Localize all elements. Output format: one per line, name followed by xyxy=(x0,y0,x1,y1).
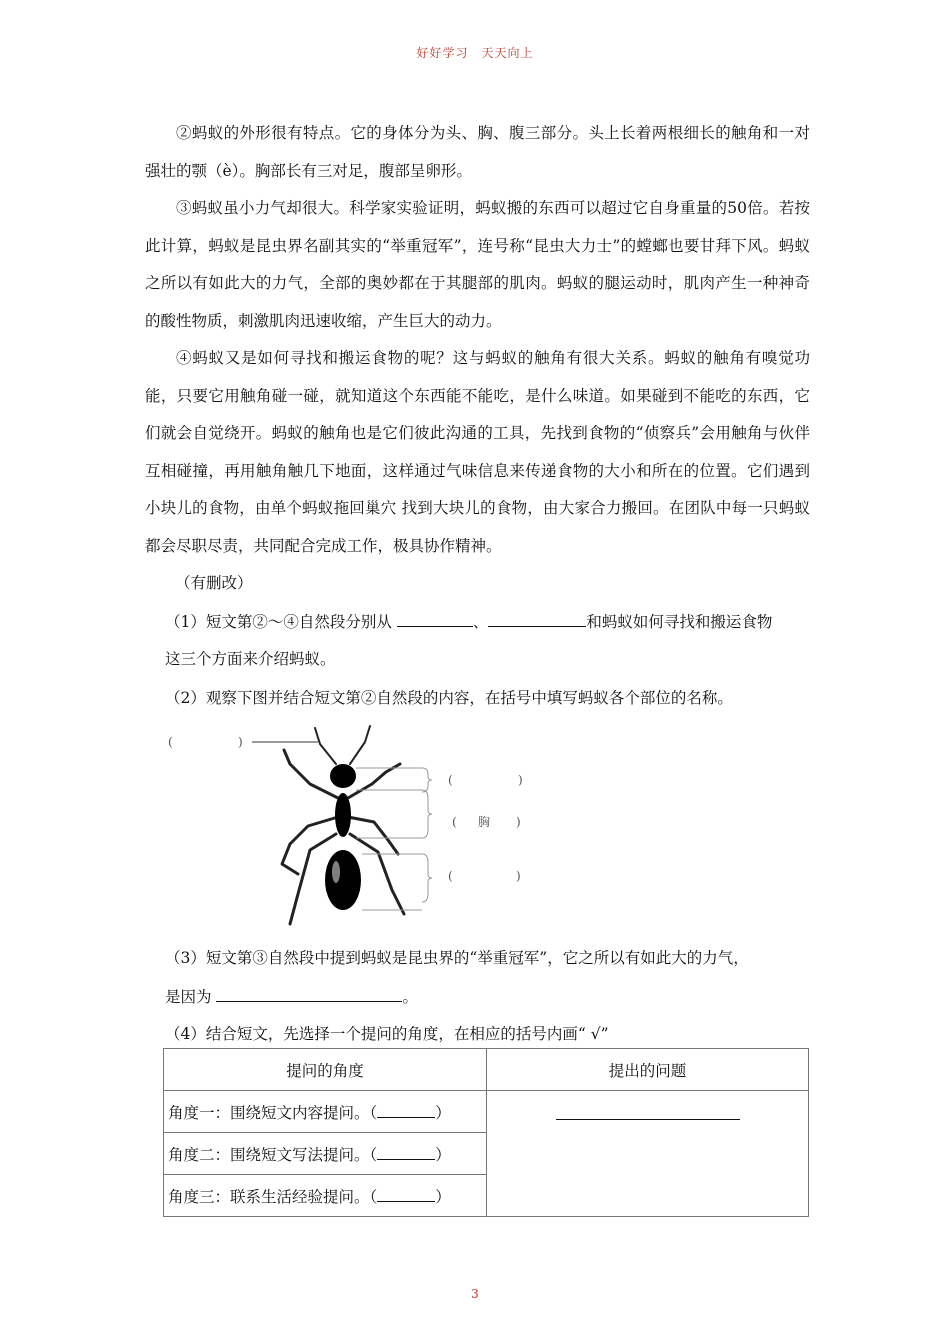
angle-2-label: 角度二：围绕短文写法提问。（ xyxy=(168,1145,378,1164)
angle-3-label: 角度三：联系生活经验提问。（ xyxy=(168,1187,378,1206)
page-number: 3 xyxy=(471,1287,479,1301)
ant-thorax xyxy=(335,793,351,837)
chest-label: 胸 xyxy=(478,815,491,829)
head-label-close: ) xyxy=(238,735,243,749)
question-2: （2）观察下图并结合短文第②自然段的内容，在括号中填写蚂蚁各个部位的名称。 xyxy=(165,689,733,707)
part-label-3-open: ( xyxy=(448,869,453,883)
paragraph-2: ②蚂蚁的外形很有特点。它的身体分为头、胸、腹三部分。头上长着两根细长的触角和一对强壮的颚（è）。胸部长有三对足，腹部呈卵形。 xyxy=(145,124,810,180)
q1-blank-2[interactable] xyxy=(488,609,586,627)
angle-3-close: ） xyxy=(435,1187,451,1206)
question-3: （3）短文第③自然段中提到蚂蚁是昆虫界的“举重冠军”，它之所以有如此大的力气， xyxy=(165,949,749,967)
angle-1-check[interactable] xyxy=(377,1103,435,1118)
q3-blank[interactable] xyxy=(216,984,402,1002)
head-label-open: ( xyxy=(168,735,173,749)
ant-diagram xyxy=(160,724,540,930)
page-header: 好好学习 天天向上 xyxy=(416,46,534,60)
angle-2-check[interactable] xyxy=(377,1145,435,1160)
ant-head xyxy=(330,764,356,788)
part-label-1-open: ( xyxy=(448,773,453,787)
angle-1-close: ） xyxy=(435,1103,451,1122)
question-answer-line[interactable] xyxy=(556,1119,740,1120)
q1-separator: 、 xyxy=(472,613,489,631)
q1-blank-1[interactable] xyxy=(397,609,473,627)
question-1 xyxy=(165,609,772,632)
question-answer-cell[interactable] xyxy=(487,1091,809,1217)
question-3-line-2 xyxy=(165,984,418,1007)
paragraph-3: ③蚂蚁虽小力气却很大。科学家实验证明，蚂蚁搬的东西可以超过它自身重量的50倍。若按此计算，蚂蚁是昆虫界名副其实的“举重冠军”，连号称“昆虫大力士”的螳螂也要甘拜下风。蚂蚁之所以有如此大的力气，全部的奥妙都在于其腿部的肌肉。蚂蚁的腿运动时，肌肉产生一种神奇的酸性物质，刺激肌肉迅速收缩，产生巨大的动力。 xyxy=(145,199,810,330)
ant-abdomen xyxy=(325,850,361,910)
question-4: （4）结合短文，先选择一个提问的角度，在相应的括号内画“ √” xyxy=(165,1025,609,1043)
header-question: 提出的问题 xyxy=(487,1049,809,1091)
header-angle: 提问的角度 xyxy=(164,1049,487,1091)
q3-suffix: 。 xyxy=(402,988,418,1006)
question-1-line-2: 这三个方面来介绍蚂蚁。 xyxy=(165,650,336,668)
angle-2-close: ） xyxy=(435,1145,451,1164)
q1-suffix: 和蚂蚁如何寻找和搬运食物 xyxy=(586,613,773,631)
angle-row-2 xyxy=(164,1133,487,1175)
paragraph-4: ④蚂蚁又是如何寻找和搬运食物的呢？这与蚂蚁的触角有很大关系。蚂蚁的触角有嗅觉功能，只要它用触角碰一碰，就知道这个东西能不能吃，是什么味道。如果碰到不能吃的东西，它们就会自觉绕开。蚂蚁的触角也是它们彼此沟通的工具，先找到食物的“侦察兵”会用触角与伙伴互相碰撞，再用触角触几下地面，这样通过气味信息来传递食物的大小和所在的位置。它们遇到小块儿的食物，由单个蚂蚁拖回巢穴 找到大块儿的食物，由大家合力搬回。在团队中每一只蚂蚁都会尽职尽责，共同配合完成工作，极具协作精神。 xyxy=(145,349,810,555)
angle-row-1 xyxy=(164,1091,487,1133)
part-label-2-close: ) xyxy=(516,815,521,829)
part-label-1-close: ) xyxy=(518,773,523,787)
q3-prefix: 是因为 xyxy=(165,988,212,1006)
q1-prefix: （1）短文第②～④自然段分别从 xyxy=(165,613,392,631)
part-label-3-close: ) xyxy=(516,869,521,883)
question-table xyxy=(163,1048,809,1217)
angle-row-3 xyxy=(164,1175,487,1217)
angle-1-label: 角度一：围绕短文内容提问。（ xyxy=(168,1103,378,1122)
angle-3-check[interactable] xyxy=(377,1187,435,1202)
source-note: （有删改） xyxy=(175,574,253,592)
part-braces xyxy=(422,768,432,902)
part-label-2-open: ( xyxy=(452,815,457,829)
